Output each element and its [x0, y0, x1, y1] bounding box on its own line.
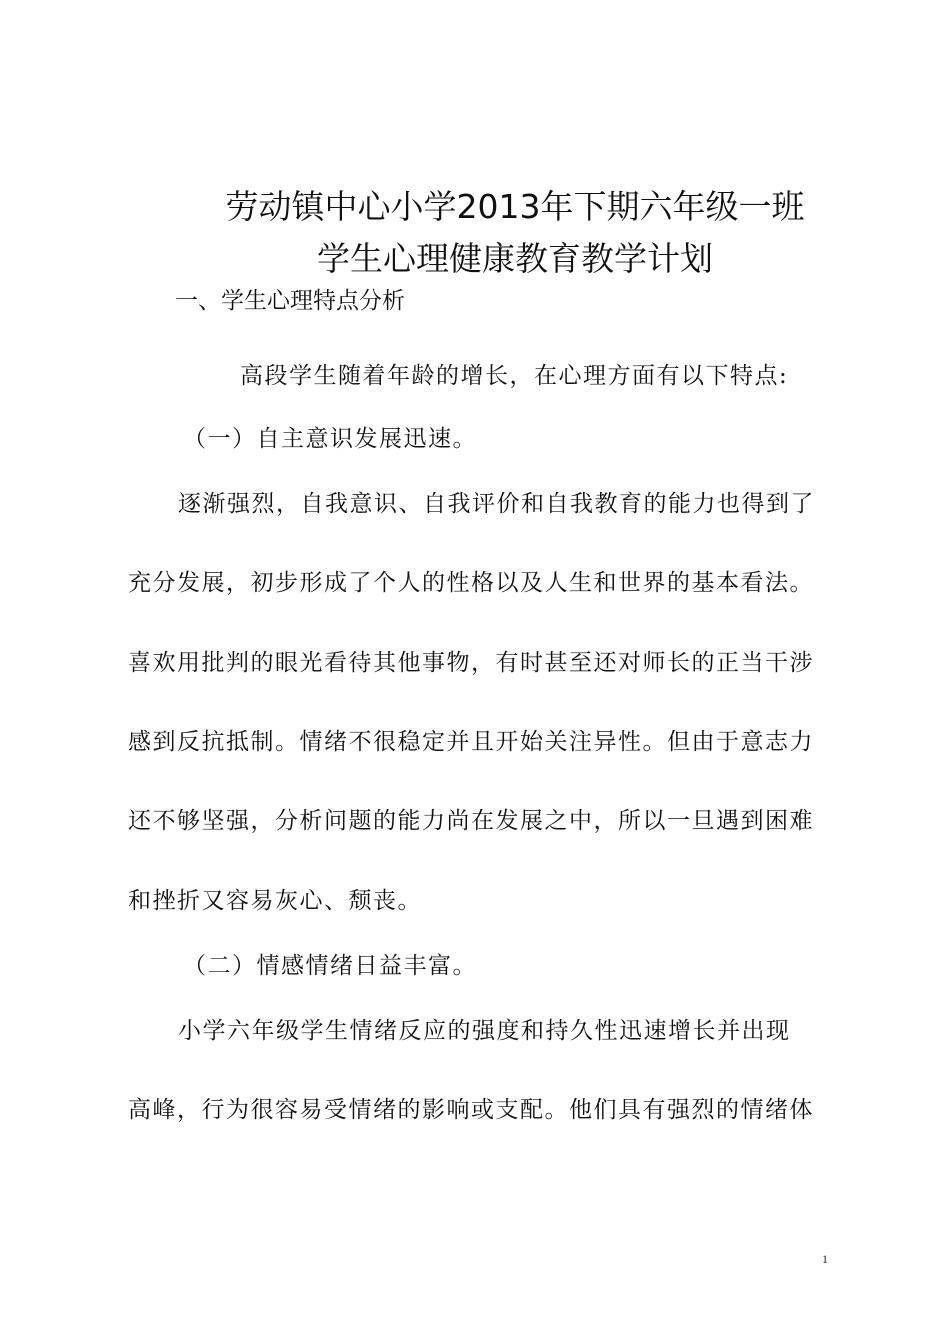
subsection-heading-1: （一）自主意识发展迅速。	[183, 426, 477, 452]
page-number: 1	[822, 1252, 828, 1266]
paragraph-line: 和挫折又容易灰心、颓丧。	[128, 888, 422, 914]
paragraph-line: 还不够坚强，分析问题的能力尚在发展之中，所以一旦遇到困难	[128, 808, 814, 834]
paragraph-line: 高峰，行为很容易受情绪的影响或支配。他们具有强烈的情绪体	[128, 1097, 814, 1123]
paragraph-line: 感到反抗抵制。情绪不很稳定并且开始关注异性。但由于意志力	[128, 729, 814, 755]
paragraph-line: 充分发展，初步形成了个人的性格以及人生和世界的基本看法。	[128, 570, 814, 596]
section-heading-1: 一、学生心理特点分析	[175, 288, 405, 314]
document-title-line-1: 劳动镇中心小学2013年下期六年级一班	[225, 187, 805, 226]
document-title-line-2: 学生心理健康教育教学计划	[317, 239, 713, 278]
paragraph-line: 喜欢用批判的眼光看待其他事物，有时甚至还对师长的正当干涉	[128, 650, 814, 676]
intro-paragraph: 高段学生随着年龄的增长，在心理方面有以下特点:	[240, 363, 789, 389]
paragraph-line: 逐渐强烈，自我意识、自我评价和自我教育的能力也得到了	[178, 491, 815, 517]
paragraph-line: 小学六年级学生情绪反应的强度和持久性迅速增长并出现	[178, 1018, 791, 1044]
subsection-heading-2: （二）情感情绪日益丰富。	[183, 953, 477, 979]
